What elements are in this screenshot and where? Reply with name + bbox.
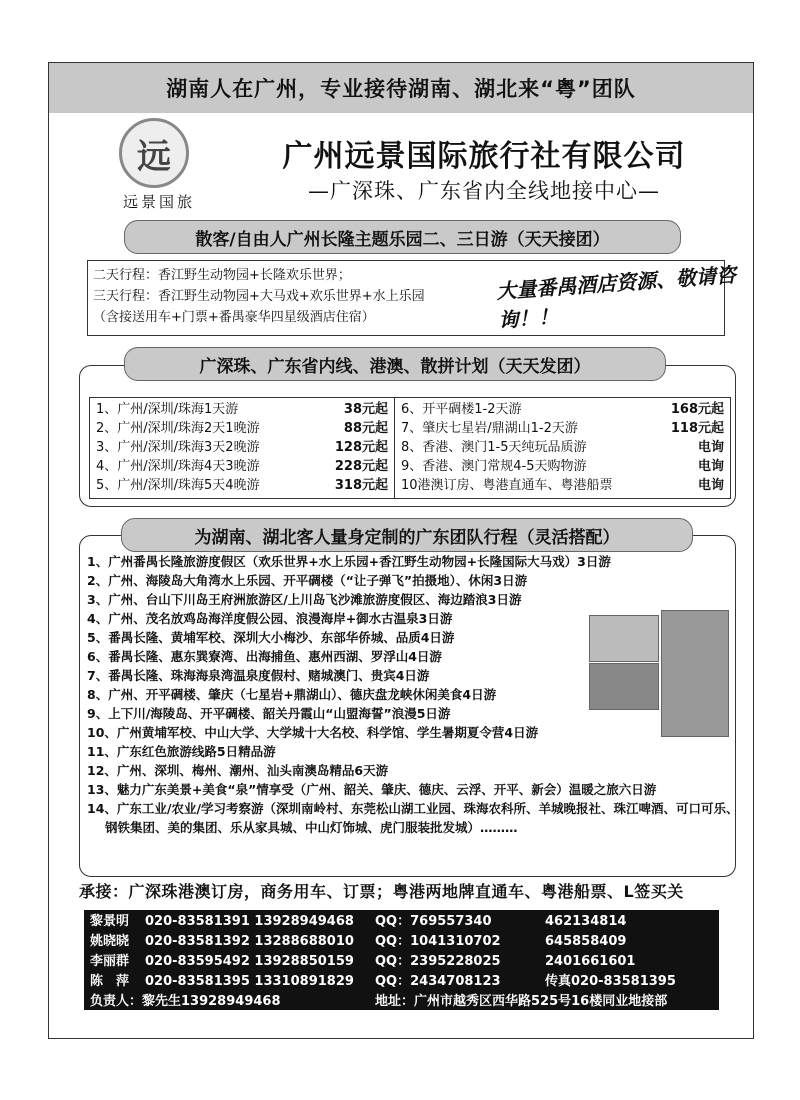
tour-price: 电询 (697, 459, 724, 474)
tour-price-table (89, 397, 731, 499)
itinerary-item: 8、广州、开平碉楼、肇庆（七星岩+鼎湖山）、德庆盘龙峡休闲美食4日游 (87, 687, 497, 702)
itinerary-item: 2、广州、海陵岛大角湾水上乐园、开平碉楼（“让子弹飞”拍摄地）、休闲3日游 (87, 573, 528, 588)
tour-name: 3、广州/深圳/珠海3天2晚游 (96, 440, 260, 455)
company-name: 广州远景国际旅行社有限公司 (282, 139, 686, 174)
itinerary-item: 11、广东红色旅游线路5日精品游 (87, 744, 276, 759)
services-line: 承接：广深珠港澳订房，商务用车、订票；粤港两地牌直通车、粤港船票、L签买关 (79, 882, 684, 901)
contact-extra: 传真020-83581395 (545, 974, 676, 989)
contact-qq: QQ：2395228025 (375, 954, 501, 969)
itinerary-item: 10、广州黄埔军校、中山大学、大学城十大名校、科学馆、学生暑期夏令营4日游 (87, 725, 539, 740)
contact-row (90, 932, 713, 952)
tour-name: 6、开平碉楼1-2天游 (401, 402, 522, 417)
itinerary-item: 3、广州、台山下川岛王府洲旅游区/上川岛飞沙滩旅游度假区、海边踏浪3日游 (87, 592, 522, 607)
contact-name: 黎景明 (90, 914, 130, 929)
itinerary-item: 1、广州番禺长隆旅游度假区（欢乐世界+水上乐园+香江野生动物园+长隆国际大马戏）3日游 (87, 554, 611, 569)
itinerary-item: 4、广州、茂名放鸡岛海洋度假公园、浪漫海岸+御水古温泉3日游 (87, 611, 453, 626)
tour-price: 电询 (697, 440, 724, 455)
contact-name: 姚晓晓 (90, 934, 130, 949)
itinerary-item: 14、广东工业/农业/学习考察游（深圳南岭村、东莞松山湖工业园、珠海农科所、羊城晚报社、珠江啤酒、可口可乐、钢铁集团、美的集团、乐从家具城、中山灯饰城、虎门服装批发城）……… (87, 801, 739, 835)
contact-phone: 020-83581395 13310891829 (145, 974, 354, 989)
tour-name: 5、广州/深圳/珠海5天4晚游 (96, 478, 260, 493)
tour-name: 8、香港、澳门1-5天纯玩品质游 (401, 440, 587, 455)
price-row (401, 457, 724, 476)
tour-price: 118元起 (670, 421, 724, 436)
price-row (96, 438, 388, 457)
tour-price: 228元起 (334, 459, 388, 474)
price-row (96, 476, 388, 495)
itinerary-item: 12、广州、深圳、梅州、潮州、汕头南澳岛精品6天游 (87, 763, 389, 778)
contact-qq: QQ：1041310702 (375, 934, 501, 949)
price-row (401, 438, 724, 457)
price-row (96, 457, 388, 476)
contact-qq: QQ：2434708123 (375, 974, 501, 989)
contact-name: 李丽群 (90, 954, 130, 969)
contact-row (90, 972, 713, 992)
price-row (96, 400, 388, 419)
custom-itinerary-list (87, 552, 737, 837)
itinerary-item: 7、番禺长隆、珠海海泉湾温泉度假村、赌城澳门、贵宾4日游 (87, 668, 430, 683)
header-banner: 湖南人在广州，专业接待湖南、湖北来“粤”团队 (49, 63, 753, 113)
contact-qq: QQ：769557340 (375, 914, 492, 929)
tour-name: 1、广州/深圳/珠海1天游 (96, 402, 239, 417)
hotel-slogan: 大量番禺酒店资源、敬请咨询！！ (495, 262, 737, 333)
address: 地址：广州市越秀区西华路525号16楼同业地接部 (375, 994, 668, 1009)
itinerary-item: 5、番禺长隆、黄埔军校、深圳大小梅沙、东部华侨城、品质4日游 (87, 630, 455, 645)
contact-panel (84, 910, 719, 1010)
tour-price: 88元起 (343, 421, 388, 436)
itinerary-item: 13、魅力广东美景+美食“泉”情享受（广州、韶关、肇庆、德庆、云浮、开平、新会）温暖之旅六日游 (87, 782, 657, 797)
flyer (48, 62, 754, 1039)
section1-line: 三天行程：香江野生动物园+大马戏+欢乐世界+水上乐园 (93, 289, 425, 304)
tour-price: 318元起 (334, 478, 388, 493)
price-column-left (90, 398, 395, 498)
section1-line: 二天行程：香江野生动物园+长隆欢乐世界； (93, 268, 351, 283)
tour-name: 9、香港、澳门常规4-5天购物游 (401, 459, 587, 474)
tour-price: 128元起 (334, 440, 388, 455)
tour-name: 10港澳订房、粤港直通车、粤港船票 (401, 478, 613, 493)
section2-title: 广深珠、广东省内线、港澳、散拼计划（天天发团） (124, 347, 666, 381)
contact-phone: 020-83595492 13928850159 (145, 954, 354, 969)
price-row (401, 419, 724, 438)
tour-price: 38元起 (343, 402, 388, 417)
logo-mark: 远 (119, 118, 189, 188)
price-row (401, 400, 724, 419)
footer-row (90, 992, 713, 1012)
section1-line: （含接送用车+门票+番禺豪华四星级酒店住宿） (93, 310, 375, 325)
contact-phone: 020-83581391 13928949468 (145, 914, 354, 929)
contact-row (90, 912, 713, 932)
contact-row (90, 952, 713, 972)
price-column-right (395, 398, 730, 498)
section3-title: 为湖南、湖北客人量身定制的广东团队行程（灵活搭配） (121, 518, 693, 552)
contact-extra: 462134814 (545, 914, 627, 929)
contact-extra: 645858409 (545, 934, 627, 949)
company-logo (79, 118, 239, 218)
tour-name: 2、广州/深圳/珠海2天1晚游 (96, 421, 260, 436)
logo-text: 远景国旅 (122, 193, 195, 211)
tour-price: 电询 (697, 478, 724, 493)
manager: 负责人：黎先生13928949468 (90, 994, 281, 1009)
price-row (96, 419, 388, 438)
itinerary-item: 6、番禺长隆、惠东巽寮湾、出海捕鱼、惠州西湖、罗浮山4日游 (87, 649, 442, 664)
itinerary-item: 9、上下川/海陵岛、开平碉楼、韶关丹霞山“山盟海誓”浪漫5日游 (87, 706, 451, 721)
company-tagline: —广深珠、广东省内全线地接中心— (308, 179, 660, 203)
contact-name: 陈 萍 (90, 974, 130, 989)
contact-extra: 2401661601 (545, 954, 636, 969)
tour-name: 4、广州/深圳/珠海4天3晚游 (96, 459, 260, 474)
contact-phone: 020-83581392 13288688010 (145, 934, 354, 949)
tour-name: 7、肇庆七星岩/鼎湖山1-2天游 (401, 421, 578, 436)
section1-title: 散客/自由人广州长隆主题乐园二、三日游（天天接团） (124, 220, 681, 254)
tour-price: 168元起 (670, 402, 724, 417)
price-row (401, 476, 724, 495)
